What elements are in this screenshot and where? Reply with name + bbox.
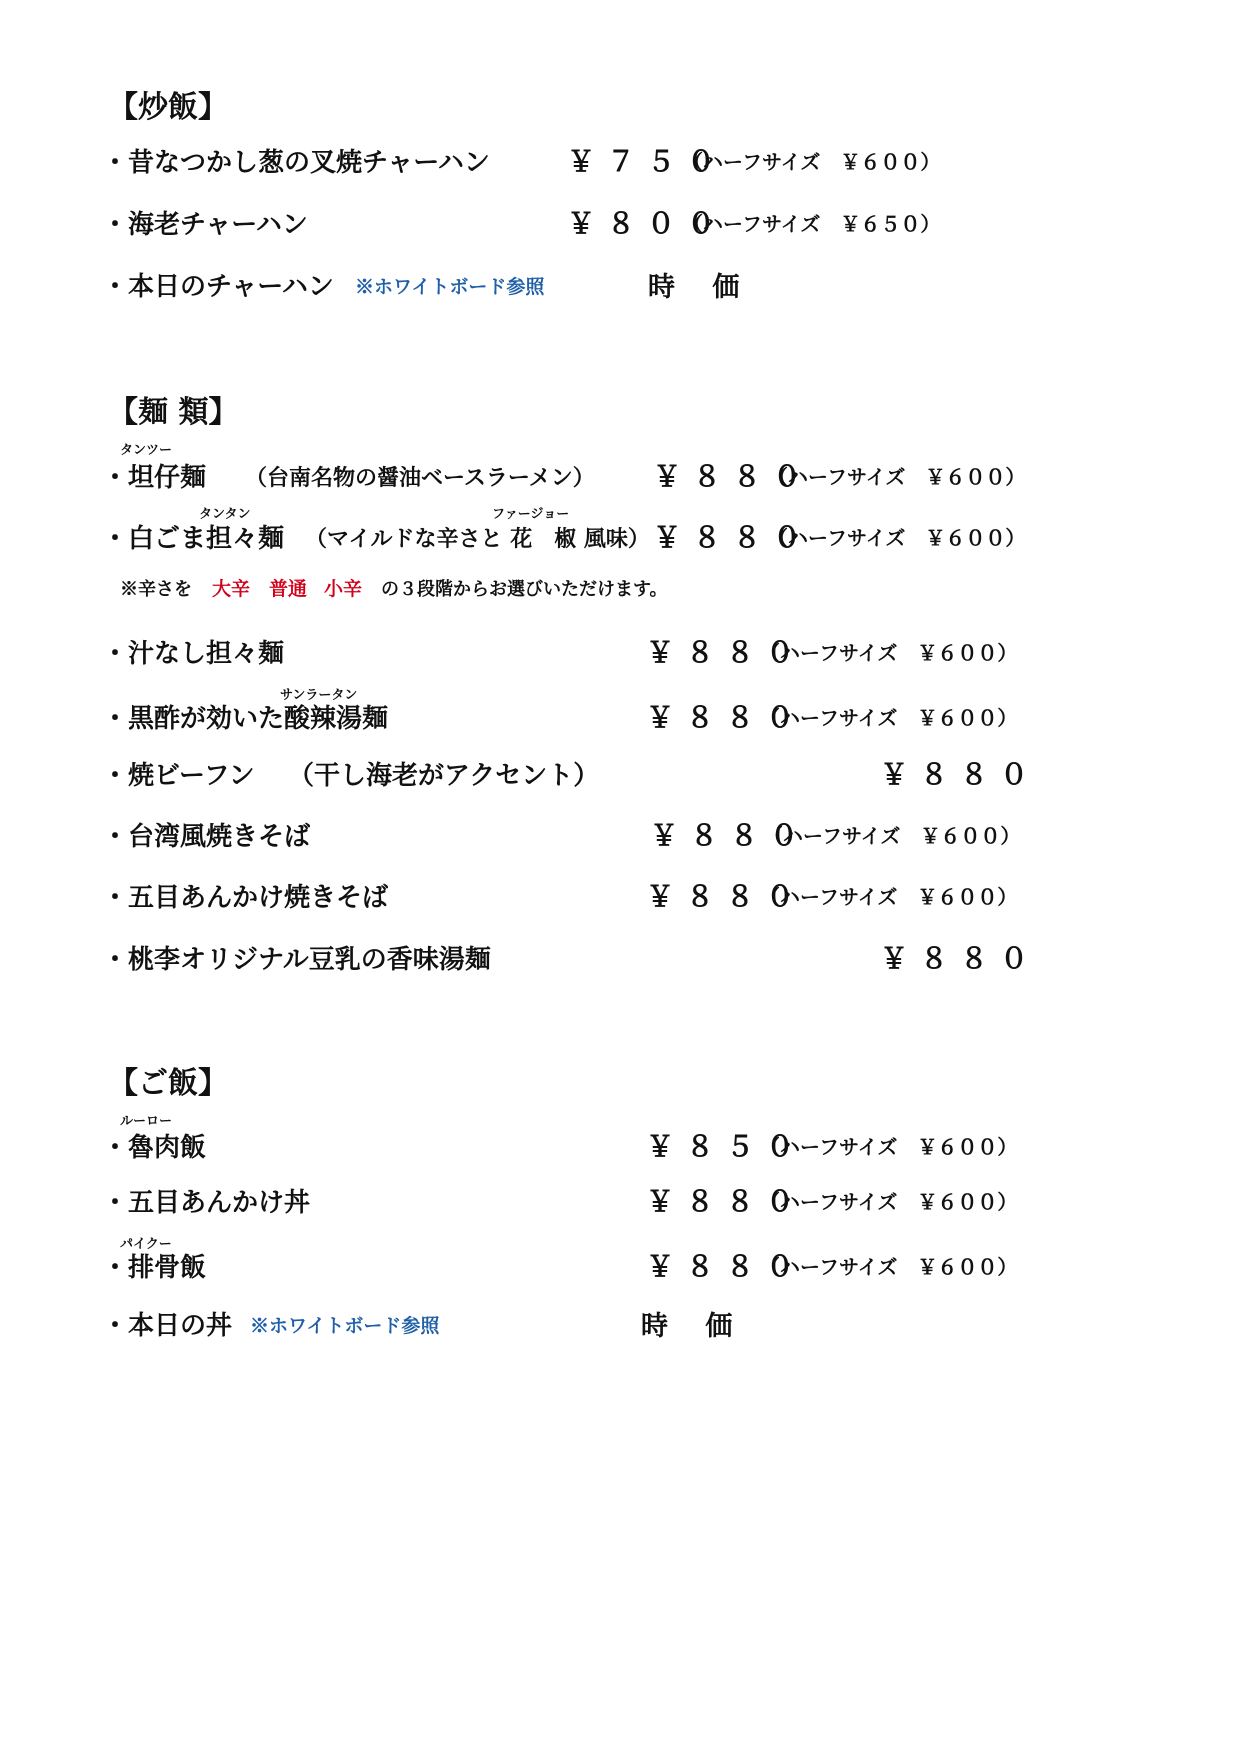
menu-item-description: （マイルドな辛さと 花 椒 風味） (305, 526, 650, 552)
menu-item-name: ・五目あんかけ丼 (102, 1188, 311, 1218)
menu-item-price: ￥８８０ (880, 942, 1041, 975)
market-price: 時 価 (641, 1311, 747, 1342)
menu-item-description: （台南名物の醤油ベースラーメン） (245, 465, 595, 491)
whiteboard-note: ※ホワイトボード参照 (250, 1315, 440, 1337)
menu-item-half-price: （ハーフサイズ ￥６００） (760, 1135, 1018, 1159)
section-heading-rice: 【ご飯】 (108, 1066, 228, 1101)
menu-item-half-price: （ハーフサイズ ￥６００） (760, 1255, 1018, 1279)
menu-item-price: ￥８８０ (646, 701, 807, 734)
menu-item-half-price: （ハーフサイズ ￥６００） (763, 824, 1021, 848)
menu-item-half-price: （ハーフサイズ ￥６５０） (683, 212, 941, 236)
menu-item-name: ・焼ビーフン (102, 761, 255, 791)
menu-item-half-price: （ハーフサイズ ￥６００） (760, 641, 1018, 665)
menu-item-name: ・昔なつかし葱の叉焼チャーハン (102, 148, 490, 178)
furigana: サンラータン (280, 688, 358, 703)
menu-item-name: ・本日のチャーハン (102, 272, 334, 302)
furigana: パイクー (120, 1237, 172, 1252)
menu-item-half-price: （ハーフサイズ ￥６００） (760, 706, 1018, 730)
menu-item-price: ￥８８０ (646, 880, 807, 913)
menu-item-price: ￥８８０ (653, 521, 814, 554)
menu-item-half-price: （ハーフサイズ ￥６００） (768, 465, 1026, 489)
menu-item-name: ・本日の丼 (102, 1311, 233, 1341)
section-heading-fried-rice: 【炒飯】 (108, 90, 228, 125)
menu-item-price: ￥８８０ (880, 758, 1041, 791)
menu-item-half-price: （ハーフサイズ ￥６００） (760, 885, 1018, 909)
menu-item-price: ￥８８０ (646, 1185, 807, 1218)
furigana: タンツー (120, 443, 173, 458)
furigana: ルーロー (120, 1114, 173, 1129)
spice-note-prefix: ※辛さを (120, 579, 192, 600)
menu-item-price: ￥８００ (567, 207, 728, 240)
menu-item-price: ￥８８０ (653, 460, 814, 493)
menu-item-price: ￥８８０ (646, 636, 807, 669)
market-price: 時 価 (648, 272, 754, 303)
spice-level-mild: 小辛 (324, 578, 363, 600)
menu-item-price: ￥８８０ (650, 819, 811, 852)
menu-item-name: ・魯肉飯 (102, 1133, 207, 1163)
menu-item-name: ・桃李オリジナル豆乳の香味湯麺 (102, 945, 491, 975)
menu-item-name: ・汁なし担々麺 (102, 639, 285, 669)
menu-item-name: ・海老チャーハン (102, 210, 308, 240)
menu-item-half-price: （ハーフサイズ ￥６００） (683, 150, 941, 174)
section-heading-noodles: 【麺 類】 (108, 395, 239, 430)
menu-item-price: ￥８８０ (646, 1250, 807, 1283)
menu-item-name: ・黒酢が効いた酸辣湯麺 (102, 704, 389, 734)
spice-level-medium: 普通 (269, 578, 308, 600)
menu-item-half-price: （ハーフサイズ ￥６００） (768, 526, 1026, 550)
furigana: ファージョー (492, 507, 570, 522)
menu-item-name: ・五目あんかけ焼きそば (102, 883, 389, 913)
menu-item-name: ・坦仔麺 (102, 463, 207, 493)
menu-item-name: ・白ごま担々麺 (102, 524, 285, 554)
spice-note-suffix: の３段階からお選びいただけます。 (381, 579, 668, 600)
spice-level-hot: 大辛 (212, 578, 251, 600)
menu-item-name: ・排骨飯 (102, 1253, 207, 1283)
menu-item-price: ￥７５０ (567, 145, 728, 178)
whiteboard-note: ※ホワイトボード参照 (355, 276, 545, 298)
menu-item-price: ￥８５０ (646, 1130, 807, 1163)
menu-item-half-price: （ハーフサイズ ￥６００） (760, 1190, 1018, 1214)
menu-item-name: ・台湾風焼きそば (102, 822, 311, 852)
menu-item-description: （干し海老がアクセント） (288, 761, 600, 791)
furigana: タンタン (199, 507, 251, 522)
